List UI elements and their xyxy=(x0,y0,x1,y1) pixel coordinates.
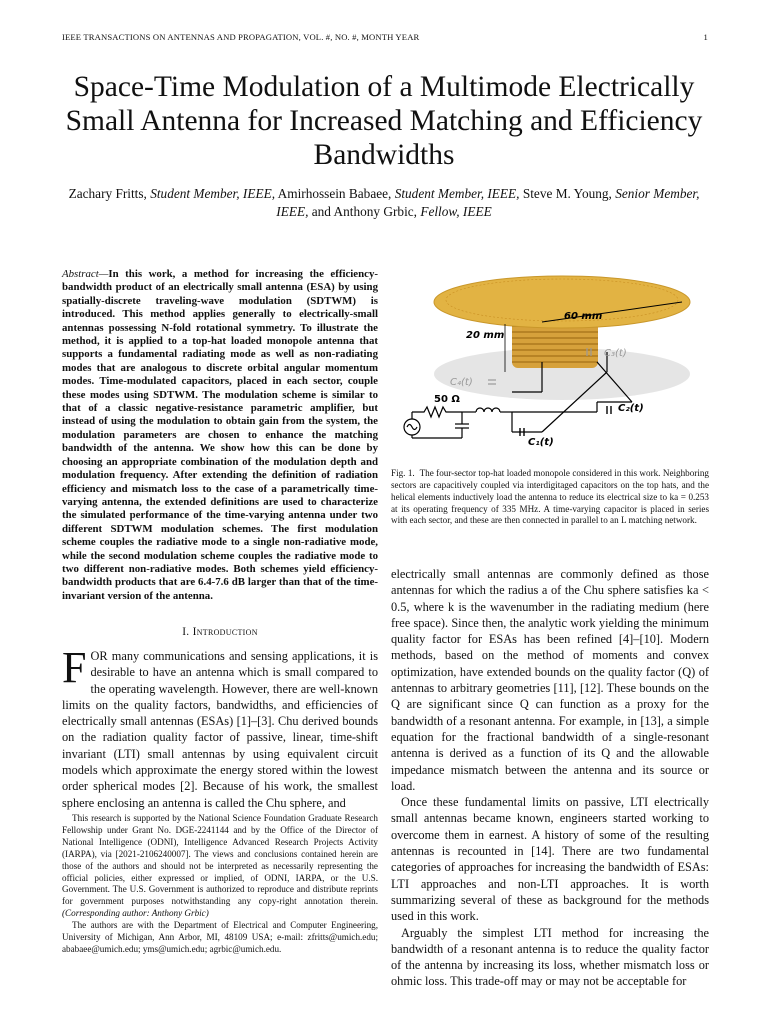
label-c1: C₁(t) xyxy=(528,437,554,448)
footnote-funding-text: This research is supported by the National Science Foundation Graduate Research Fellowship under Grant No. DGE-2241144 and by the Office of the Director of National Intelligence (ODNI), Intelligence Advanced Research Projects Activity (IARPA), via [2021-2106240007]. The views and conclusions contained herein are those of the authors and should not be interpreted as necessarily representing the official policies, either expressed or implied, of ODNI, IARPA, or the U.S. Government. The U.S. Government is authorized to reproduce and distribute reprints for government purposes notwithstanding any copy-right annotation therein. xyxy=(62,813,378,907)
top-hat-disk xyxy=(434,276,690,328)
author-conjunction: and xyxy=(311,204,331,219)
running-header: IEEE TRANSACTIONS ON ANTENNAS AND PROPAGATION, VOL. #, NO. #, MONTH YEAR xyxy=(62,32,420,42)
section-heading xyxy=(62,626,378,638)
section-number: I. xyxy=(182,626,190,638)
author-name: Zachary Fritts, xyxy=(68,186,147,201)
caption-label: Fig. 1. xyxy=(391,468,415,478)
label-50ohm: 50 Ω xyxy=(434,394,460,405)
caption-text: The four-sector top-hat loaded monopole considered in this work. Neighboring sectors are capacitively coupled via interdigitaged capacitors on the top hats, and the helical elements inductively load the antenna to reduce its electrical size to ka = 0.253 at its operating frequency of 335 MHz. A time-varying capacitor is placed in series with each sector, and these are then connected in parallel to an L matching network. xyxy=(391,468,709,526)
paragraph: electrically small antennas are commonly defined as those antennas for which the radius a of the Chu sphere satisfies ka < 0.5, where k is the wavenumber in the radiating medium (here free space). Since then, the analytic work yielding the minimum quality factor for ESAs has been refined [4]–[10]. Modern methods, based on the method of moments and convex optimization, have extended bounds on the quality factor (Q) of antennas to arbitrary geometries [11], [12]. These bounds on the Q are significant since Q can function as a proxy for the bandwidth of a resonant antenna. For example, in [13], a simple equation for the fractional bandwidth of a single-resonant antenna is derived as a function of its Q and the allowable impedance mismatch between the antenna and its source or load. xyxy=(391,567,709,793)
label-c3: C₃(t) xyxy=(604,348,627,359)
figure-caption xyxy=(391,468,709,527)
page-number: 1 xyxy=(703,32,708,42)
author-name: Amirhossein Babaee, xyxy=(277,186,392,201)
label-c2: C₂(t) xyxy=(618,403,644,414)
intro-text: many communications and sensing applications, it is desirable to have an antenna which is small compared to the operating wavelength. However, there are well-known limits on the quality factors, bandwidths, and efficiencies of electrically small antennas (ESAs) [1]–[3]. Chu derived bounds on the radiation quality factor of passive, linear, time-shift invariant (LTI) small antennas by using equivalent circuit models which approximate the energy stored within the lowest order spherical modes [2]. Because of his work, the smallest sphere enclosing an antenna is called the Chu sphere, and xyxy=(62,649,378,810)
paragraph: Arguably the simplest LTI method for increasing the bandwidth of a resonant antenna is to reduce the quality factor of the antenna by increasing its loss, whether mismatch loss or ohmic loss. This trade-off may or may not be acceptable for xyxy=(391,925,709,989)
figure-antenna xyxy=(392,262,708,462)
footnote-affiliation: The authors are with the Department of Electrical and Computer Engineering, University of Michigan, Ann Arbor, MI, 48109 USA; e-mail: zfritts@umich.edu; ababaee@umich.edu; yms@umich.edu; agrbic@umich.edu. xyxy=(62,920,378,954)
intro-paragraph xyxy=(62,643,378,811)
paper-title: Space-Time Modulation of a Multimode Electrically Small Antenna for Increased Matching and Efficiency Bandwidths xyxy=(65,71,703,171)
abstract-lead: Abstract— xyxy=(62,268,109,280)
body-text-right xyxy=(391,566,709,990)
paragraph: Once these fundamental limits on passive, LTI electrically small antennas became known, engineers started working to overcome them in earnest. A history of some of the resulting antennas is recounted in [14]. There are two fundamental categories of approaches for increasing the bandwidth of ESAs: LTI approaches and non-LTI approaches. It is worth summarizing several of these as background for the methods used in this work. xyxy=(391,795,709,924)
label-60mm: 60 mm xyxy=(564,311,603,322)
intro-smallcaps: OR xyxy=(90,649,108,663)
abstract xyxy=(62,268,378,603)
author-name: Steve M. Young, xyxy=(522,186,612,201)
section-title: Introduction xyxy=(192,626,258,638)
author-membership: Fellow, IEEE xyxy=(420,204,492,219)
author-membership: Senior Member, IEEE, xyxy=(276,186,700,219)
author-membership: Student Member, IEEE, xyxy=(150,186,276,201)
abstract-text: In this work, a method for increasing the efficiency-bandwidth product of an electrically small antenna (ESA) by using spatially-discrete traveling-wave modulation (SDTWM) is introduced. This method applies generally to electrically-small antennas possessing N-fold rotational symmetry. To illustrate the method, it is applied to a top-hat loaded monopole antenna that supports a fundamental radiating mode as well as non-radiating modes that are analogous to discrete orbital angular momentum modes. Time-modulated capacitors, placed in each sector, couple these modes using SDTWM. The modulation scheme is similar to that of a classic negative-resistance parametric amplifier, but instead of using the modulation to obtain gain from the system, the modulation parameters are chosen to enhance the matching bandwidth of the antenna. We show how this can be done by choosing an appropriate combination of the modulation depth and modulation frequency. After extending the definition of radiation efficiency and mismatch loss to the case of a parametrically time-varying antenna, the extended definitions are used to characterize the simulated performance of the time-varying antenna under two different SDTWM modulation schemes. The first modulation scheme couples the radiative mode to a single non-radiative mode, while the second modulation scheme couples the radiative mode to two different non-radiative modes. Both schemes yield efficiency-bandwidth products that are 6.4-7.6 dB larger than that of the time-invariant version of the antenna. xyxy=(62,268,378,602)
author-membership: Student Member, IEEE, xyxy=(394,186,520,201)
antenna-diagram xyxy=(392,262,708,462)
footnote-funding xyxy=(62,813,378,920)
corresponding-author: (Corresponding author: Anthony Grbic) xyxy=(62,908,209,919)
label-20mm: 20 mm xyxy=(466,330,505,341)
drop-cap: F xyxy=(62,643,87,692)
author-list xyxy=(60,185,708,221)
label-c4: C₄(t) xyxy=(450,377,473,388)
author-name: Anthony Grbic, xyxy=(333,204,417,219)
footnotes xyxy=(62,813,378,956)
